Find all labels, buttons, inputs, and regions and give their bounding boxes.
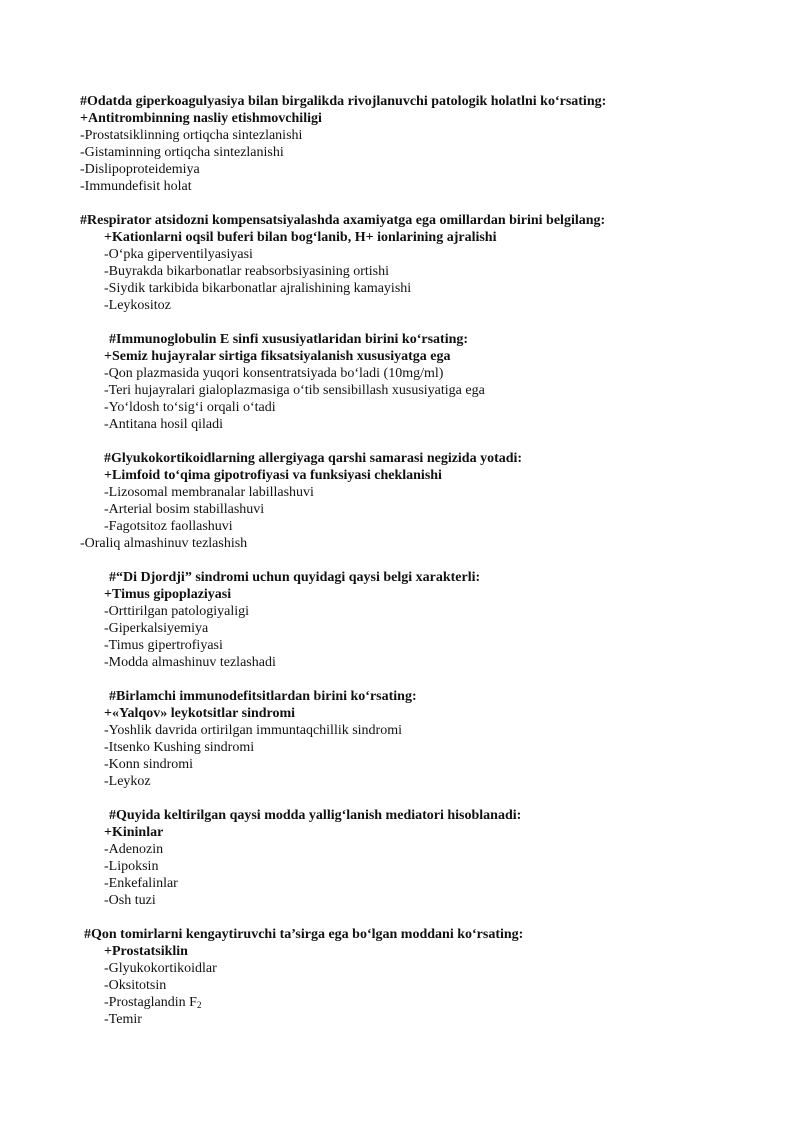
answer-option: -Temir — [104, 1012, 142, 1027]
question-block-3 — [104, 331, 485, 433]
answer-option: -Immundefisit holat — [80, 179, 192, 194]
question-block-1 — [80, 93, 606, 195]
question-text: #Birlamchi immunodefitsitlardan birini ko‘rsating: — [109, 689, 417, 704]
answer-option: -Antitana hosil qiladi — [104, 417, 223, 432]
correct-answer: +Limfoid to‘qima gipotrofiyasi va funksiyasi cheklanishi — [104, 468, 442, 483]
answer-option: -Qon plazmasida yuqori konsentratsiyada bo‘ladi (10mg/ml) — [104, 366, 444, 381]
answer-option: -O‘pka giperventilyasiyasi — [104, 247, 253, 262]
question-text: #Glyukokortikoidlarning allergiyaga qarshi samarasi negizida yotadi: — [104, 451, 523, 466]
answer-option: -Fagotsitoz faollashuvi — [104, 519, 233, 534]
answer-option: -Buyrakda bikarbonatlar reabsorbsiyasining ortishi — [104, 264, 389, 279]
answer-option: -Lipoksin — [104, 859, 159, 874]
answer-option: -Arterial bosim stabillashuvi — [104, 502, 265, 517]
question-block-4 — [80, 450, 522, 552]
answer-option: -Dislipoproteidemiya — [80, 162, 200, 177]
question-text: #Quyida keltirilgan qaysi modda yallig‘lanish mediatori hisoblanadi: — [109, 808, 522, 823]
correct-answer: +Semiz hujayralar sirtiga fiksatsiyalanish xususiyatga ega — [104, 349, 451, 364]
answer-option: -Adenozin — [104, 842, 164, 857]
question-block-6 — [104, 688, 417, 790]
answer-option: -Leykoz — [104, 774, 151, 789]
correct-answer: +Timus gipoplaziyasi — [104, 587, 232, 602]
question-block-8 — [84, 926, 523, 1028]
answer-option: -Leykositoz — [104, 298, 171, 313]
answer-option: -Modda almashinuv tezlashadi — [104, 655, 276, 670]
answer-option: -Glyukokortikoidlar — [104, 961, 217, 976]
answer-option: -Prostatsiklinning ortiqcha sintezlanishi — [80, 128, 303, 143]
correct-answer: +Kininlar — [104, 825, 164, 840]
correct-answer: +«Yalqov» leykotsitlar sindromi — [104, 706, 296, 721]
subscript: 2 — [196, 1000, 202, 1010]
question-text: #Odatda giperkoagulyasiya bilan birgalikda rivojlanuvchi patologik holatlni ko‘rsating: — [80, 94, 607, 109]
question-block-5 — [104, 569, 480, 671]
answer-option-text: -Prostaglandin F — [104, 995, 197, 1010]
question-text: #Immunoglobulin E sinfi xususiyatlaridan birini ko‘rsating: — [109, 332, 469, 347]
question-block-7 — [104, 807, 521, 909]
answer-option: -Itsenko Kushing sindromi — [104, 740, 255, 755]
answer-option: -Konn sindromi — [104, 757, 194, 772]
answer-option: -Yo‘ldosh to‘sig‘i orqali o‘tadi — [104, 400, 276, 415]
correct-answer: +Kationlarni oqsil buferi bilan bog‘lanib, H+ ionlarining ajralishi — [104, 230, 497, 245]
answer-option: -Orttirilgan patologiyaligi — [104, 604, 250, 619]
answer-option — [104, 994, 523, 1011]
answer-option: -Enkefalinlar — [104, 876, 178, 891]
answer-option: -Yoshlik davrida ortirilgan immuntaqchillik sindromi — [104, 723, 402, 738]
answer-option: -Teri hujayralari gialoplazmasiga o‘tib sensibillash xususiyatiga ega — [104, 383, 485, 398]
answer-option: -Timus gipertrofiyasi — [104, 638, 223, 653]
question-text: #“Di Djordji” sindromi uchun quyidagi qaysi belgi xarakterli: — [109, 570, 481, 585]
answer-option: -Osh tuzi — [104, 893, 156, 908]
correct-answer: +Prostatsiklin — [104, 944, 188, 959]
correct-answer: +Antitrombinning nasliy etishmovchiligi — [80, 111, 322, 126]
answer-option: -Oraliq almashinuv tezlashish — [80, 536, 248, 551]
question-text: #Respirator atsidozni kompensatsiyalashda axamiyatga ega omillardan birini belgilang: — [80, 213, 606, 228]
answer-option: -Giperkalsiyemiya — [104, 621, 209, 636]
question-block-2 — [80, 212, 605, 314]
question-text: #Qon tomirlarni kengaytiruvchi ta’sirga ega bo‘lgan moddani ko‘rsating: — [84, 927, 524, 942]
answer-option: -Siydik tarkibida bikarbonatlar ajralishining kamayishi — [104, 281, 412, 296]
answer-option: -Gistaminning ortiqcha sintezlanishi — [80, 145, 284, 160]
answer-option: -Oksitotsin — [104, 978, 167, 993]
answer-option: -Lizosomal membranalar labillashuvi — [104, 485, 314, 500]
